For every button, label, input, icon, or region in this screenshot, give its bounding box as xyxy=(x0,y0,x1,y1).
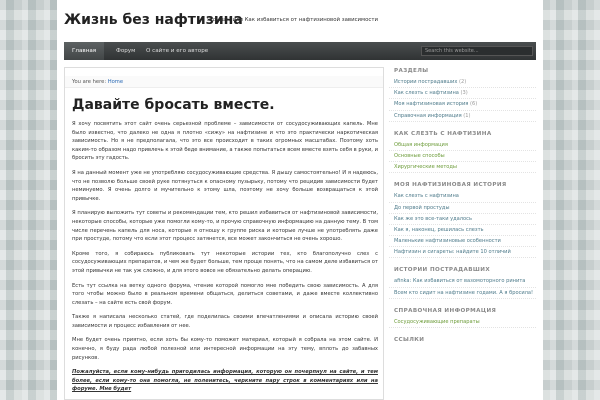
widget-title: СПРАВОЧНАЯ ИНФОРМАЦИЯ xyxy=(394,307,497,314)
page-wrapper xyxy=(57,0,543,400)
main-nav xyxy=(64,42,536,60)
site-title[interactable]: Жизнь без нафтизина xyxy=(64,12,243,28)
sidebar-link[interactable]: Сосудосуживающие препараты xyxy=(389,317,536,328)
sidebar-link[interactable]: Маленькие нафтизиновые особенности xyxy=(389,236,536,247)
sidebar-link[interactable]: Моя нафтизиновая история (6) xyxy=(389,99,536,110)
nav-item-about[interactable]: О сайте и его авторе xyxy=(146,48,209,54)
sidebar-link[interactable]: Справочная информация (1) xyxy=(389,111,536,122)
widget-how-to-quit xyxy=(389,129,536,174)
sidebar-link[interactable]: Как слезть с нафтизина (3) xyxy=(389,88,536,99)
post-paragraph: Есть тут ссылка на ветку одного форума, чтение которой помогло мне победить свою зависимость. А для того чтобы можно было в реальном времени общаться, делиться советами, и даже вместе коллективно слезать – на сайте есть свой форум. xyxy=(72,282,378,306)
post-title: Давайте бросать вместе. xyxy=(72,97,275,113)
post-paragraph: Кроме того, я собираюсь публиковать тут некоторые истории тех, кто благополучно слез с сосудосуживающих препаратов, и чем же будет больше, тем проще понять, что на самом деле избавиться от этой привычки не так уж сложно, и для этого вовсе не обязательно делать операцию. xyxy=(72,250,378,274)
widget-title: КАК СЛЕЗТЬ С НАФТИЗИНА xyxy=(394,130,492,137)
post-body xyxy=(72,120,378,400)
widget-title: ССЫЛКИ xyxy=(394,337,425,343)
widget-sections xyxy=(389,66,536,122)
post-paragraph: Я хочу посвятить этот сайт очень серьезной проблеме – зависимости от сосудосуживающих капель. Мне было известно, что далеко не одна я плотно «сижу» на нафтизине и что это практически наркотическая зависимость. Но я не предполагала, что это все происходит в таких огромных масштабах. Поэтому хоть каким-то образом надо привлечь к этой беде внимание, а также попытаться всем вместе взять себя в руки, и бросить эту гадость. xyxy=(72,121,378,162)
breadcrumb-prefix: You are here: xyxy=(72,79,107,85)
widget-title: ИСТОРИИ ПОСТРАДАВШИХ xyxy=(394,267,491,274)
widget-title: РАЗДЕЛЫ xyxy=(394,68,429,74)
post-paragraph: Также я написала несколько статей, где поделилась своими впечатлениями и описала историю своей зависимости и процесс избавления от нее. xyxy=(72,314,378,329)
sidebar-link[interactable]: Нафтизин и сигареты: найдите 10 отличий xyxy=(389,247,536,258)
site-header xyxy=(57,0,543,42)
post-paragraph-emphasis: Пожалуйста, если кому-нибудь пригодилась информация, которую он почерпнул на сайте, и тем более, если кому-то она помогла, не поленитесь, черкните пару строк в комментариях или на форуме. Мне будет xyxy=(72,369,378,393)
sidebar xyxy=(389,66,536,400)
sidebar-link[interactable]: Как слезть с нафтизина xyxy=(389,191,536,202)
breadcrumb-home-link[interactable]: Home xyxy=(107,79,124,85)
sidebar-link[interactable]: Всем кто сидит на нафтизине годами. А я бросила! xyxy=(389,288,536,299)
widget-victim-stories xyxy=(389,265,536,298)
sidebar-link[interactable]: Истории пострадавших (2) xyxy=(389,77,536,88)
widget-title: МОЯ НАФТИЗИНОВАЯ ИСТОРИЯ xyxy=(394,182,507,189)
nav-item-forum[interactable]: Форум xyxy=(116,48,136,54)
search-input[interactable]: Search this website... xyxy=(421,46,533,56)
main-content xyxy=(64,67,384,400)
sidebar-link[interactable]: До первой простуды xyxy=(389,203,536,214)
site-description: Я дышу! или Как избавиться от нафтизиновой зависимости xyxy=(207,17,379,23)
widget-reference xyxy=(389,306,536,328)
widget-links xyxy=(389,335,536,346)
widget-my-story xyxy=(389,180,536,258)
sidebar-link[interactable]: Основные способы xyxy=(389,151,536,162)
post-paragraph: Я планирую выложить тут советы и рекомендации тем, кто решил избавиться от нафтизиновой зависимости, некоторые способы, которые уже помогли кому-то, и прочую справочную информацию на данную тему. В том числе перечень капель для носа, которые я отношу к группе риска и которые лучше не употреблять даже при простуде, потому что если этот процесс затянется, все может закончиться не очень хорошо. xyxy=(72,210,378,243)
post-paragraph: Мне будет очень приятно, если хоть бы кому-то поможет материал, который я собрала на этом сайте. И конечно, я буду рада любой полезной или интересной информации на эту тему, вплоть до забавных рисунков. xyxy=(72,337,378,361)
sidebar-link[interactable]: afinka: Как избавиться от вазомоторного ринита xyxy=(389,276,536,287)
sidebar-link[interactable]: Общая информация xyxy=(389,140,536,151)
sidebar-link[interactable]: Как же это все-таки удалось xyxy=(389,214,536,225)
sidebar-link[interactable]: Хирургические методы xyxy=(389,162,536,173)
nav-item-home[interactable]: Главная xyxy=(64,42,104,60)
breadcrumb xyxy=(65,76,384,88)
post-paragraph: Я на данный момент уже не употребляю сосудосуживающие средства. Я дышу самостоятельно! И я надеюсь, что не позволю больше своей руке потянуться к опасному пузырьку, потому что рецидив зависимости будет неминуемо. Я очень долго и мучительно к этому шла, поэтому не хочу больше возвращаться к этой привычке. xyxy=(72,169,378,202)
sidebar-link[interactable]: Как я, наконец, решилась слезть xyxy=(389,225,536,236)
